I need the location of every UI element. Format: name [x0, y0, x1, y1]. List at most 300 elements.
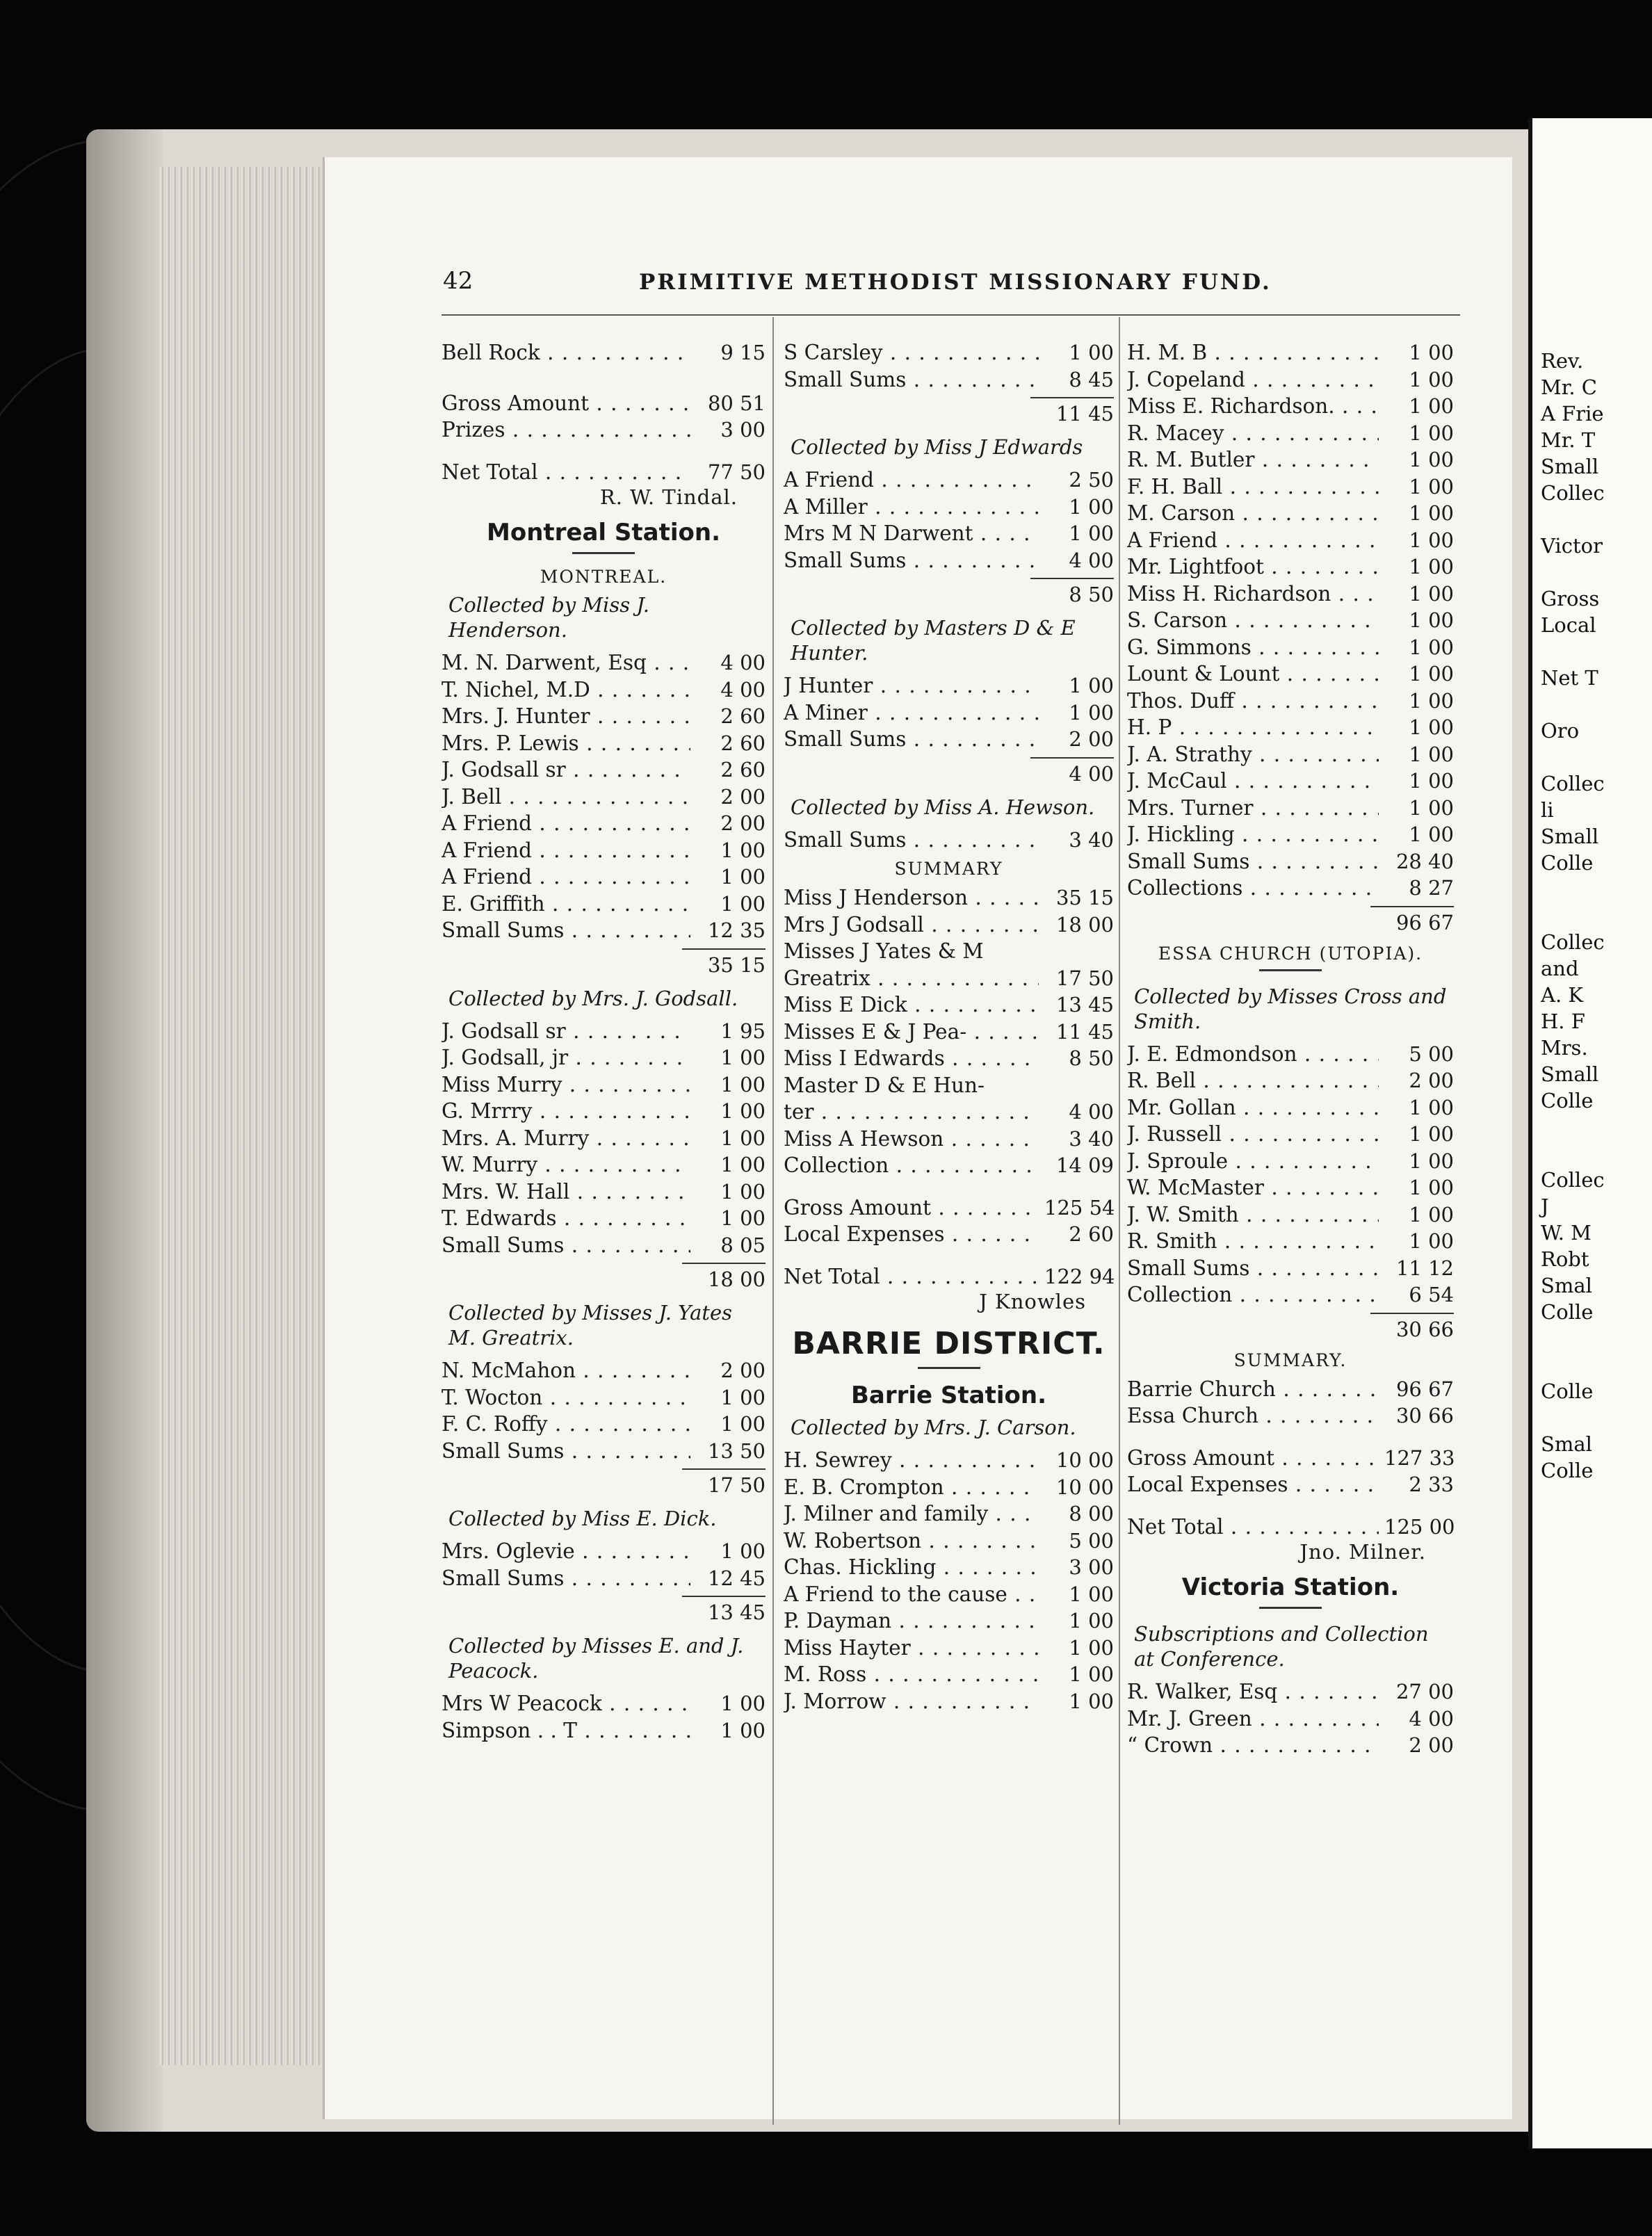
entry-amount: 3 00	[1039, 1554, 1114, 1581]
entry-name: A Friend . . .	[442, 810, 690, 837]
column-rule	[1119, 317, 1120, 2125]
column-1	[442, 339, 766, 1744]
entry-row	[1127, 1281, 1454, 1309]
entry-name: T. Nichel, M.D . . .	[442, 677, 690, 704]
facing-page-line: A Frie	[1541, 402, 1604, 426]
entry-amount: 6 54	[1379, 1281, 1454, 1309]
district-title: BARRIE DISTRICT.	[792, 1326, 1106, 1361]
entry-row	[442, 1071, 766, 1099]
entry-row	[442, 1232, 766, 1259]
subtotal: 17 50	[682, 1468, 766, 1500]
entry-name: Lount & Lount . . .	[1127, 661, 1379, 688]
facing-page-line: Smal	[1541, 1274, 1592, 1297]
entry-row	[442, 1178, 766, 1206]
entry-name: Mrs. J. Hunter . . .	[442, 703, 690, 730]
entry-name: F. C. Roffy . . .	[442, 1411, 690, 1438]
entry-row	[442, 1044, 766, 1071]
entry-amount: 1 00	[1379, 607, 1454, 634]
entry-name: J. Russell . . .	[1127, 1121, 1379, 1148]
entry-name: Simpson . . T . . .	[442, 1717, 690, 1744]
facing-page-line: Colle	[1541, 1459, 1594, 1482]
entry-amount: 8 00	[1039, 1500, 1114, 1528]
entry-name: W. Murry . . .	[442, 1151, 690, 1178]
entry-amount: 3 40	[1039, 827, 1114, 854]
entry-amount: 2 60	[690, 756, 766, 784]
church-heading: ESSA CHURCH (UTOPIA).	[1158, 943, 1423, 964]
entry-name: H. P . . .	[1127, 714, 1379, 741]
gross-row: Gross Amount . . . 125 54	[784, 1194, 1114, 1222]
entry-amount: 96 67	[1379, 1376, 1454, 1403]
entry-amount: 10 00	[1039, 1474, 1114, 1501]
entry-name: Mrs M N Darwent . . .	[784, 520, 1039, 547]
divider	[572, 552, 635, 554]
entry-row	[784, 1581, 1114, 1608]
entry-name: Miss A Hewson . . .	[784, 1126, 1039, 1153]
entry-amount: 1 00	[690, 1690, 766, 1717]
subtotal: 8 50	[1030, 578, 1114, 610]
entry-row	[784, 1500, 1114, 1528]
entry-row	[1127, 500, 1454, 527]
entry-row	[784, 1045, 1114, 1072]
entry-row: Bell Rock . . . 9 15	[442, 339, 766, 366]
entry-row	[442, 810, 766, 837]
entry-amount: 4 00	[1039, 1099, 1114, 1126]
entry-name: J Hunter . . .	[784, 672, 1039, 699]
entry-name: A Friend to the cause . . .	[784, 1581, 1039, 1608]
entry-name: Small Sums . . .	[1127, 1255, 1379, 1282]
entry-list	[1127, 1678, 1454, 1759]
entry-row	[1127, 688, 1454, 715]
entry-amount: 11 12	[1379, 1255, 1454, 1282]
entry-name: Mrs. Turner . . .	[1127, 795, 1379, 822]
entry-name: Misses E & J Pea- . . .	[784, 1019, 1039, 1046]
entry-amount: 1 00	[1379, 500, 1454, 527]
entry-amount: 2 60	[690, 730, 766, 757]
entry-row	[1127, 634, 1454, 661]
gross-row: Gross Amount . . . 80 51	[442, 390, 766, 417]
entry-amount: 1 00	[1379, 1148, 1454, 1175]
page-header	[443, 267, 1347, 302]
entry-row	[1127, 1174, 1454, 1201]
entry-row	[1127, 446, 1454, 473]
entry-name: A Miner . . .	[784, 699, 1039, 727]
entry-row	[442, 677, 766, 704]
column-3	[1127, 339, 1454, 1759]
entry-amount: 1 00	[1379, 553, 1454, 581]
entry-name: J. Morrow . . .	[784, 1688, 1039, 1715]
entry-name: J. Godsall sr . . .	[442, 1018, 690, 1045]
prizes-row: Prizes . . . 3 00	[442, 416, 766, 444]
summary-heading: SUMMARY.	[1233, 1350, 1347, 1370]
entry-name: Collections . . .	[1127, 875, 1379, 902]
entry-amount: 2 00	[1039, 726, 1114, 753]
entry-name: “ Crown . . .	[1127, 1732, 1379, 1759]
facing-page-line	[1532, 902, 1652, 929]
entry-name: Miss E. Richardson. . . .	[1127, 393, 1379, 420]
entry-row	[784, 494, 1114, 521]
entry-amount: 1 00	[690, 1411, 766, 1438]
entry-name: J. Godsall, jr . . .	[442, 1044, 690, 1071]
facing-page-line: and	[1541, 957, 1579, 980]
column-2	[784, 339, 1114, 1715]
entry-row	[784, 1661, 1114, 1688]
entry-amount: 12 35	[690, 917, 766, 944]
entry-name: J. A. Strathy . . .	[1127, 741, 1379, 768]
entry-name: G. Simmons . . .	[1127, 634, 1379, 661]
entry-row	[1127, 1732, 1454, 1759]
entry-row	[1127, 714, 1454, 741]
entry-list	[784, 1447, 1114, 1715]
entry-amount: 1 00	[1379, 339, 1454, 366]
collector-heading: Collected by Misses E. and J. Peacock.	[448, 1634, 744, 1683]
entry-name: J. McCaul . . .	[1127, 768, 1379, 795]
entry-name: P. Dayman . . .	[784, 1607, 1039, 1635]
entry-row	[784, 1607, 1114, 1635]
entry-amount: 1 95	[690, 1018, 766, 1045]
entry-amount: 4 00	[1039, 547, 1114, 574]
entry-amount: 1 00	[690, 1125, 766, 1152]
entry-name: J. Godsall sr . . .	[442, 756, 690, 784]
facing-page-line	[1532, 1352, 1652, 1378]
entry-name: Greatrix . . .	[784, 965, 1039, 992]
entry-row	[1127, 366, 1454, 394]
entry-name: S Carsley . . .	[784, 339, 1039, 366]
entry-amount: 1 00	[690, 1044, 766, 1071]
facing-page-line: Collec	[1541, 930, 1605, 954]
facing-page-line	[1532, 506, 1652, 533]
gross-row: Gross Amount . . . 127 33	[1127, 1445, 1454, 1472]
net-total-row: Net Total . . . 77 50	[442, 459, 766, 486]
entry-row	[442, 1205, 766, 1232]
entry-row	[784, 672, 1114, 699]
entry-amount: 10 00	[1039, 1447, 1114, 1474]
entry-row	[442, 1151, 766, 1178]
entry-amount: 5 00	[1039, 1528, 1114, 1555]
entry-list	[784, 827, 1114, 854]
page-number: 42	[443, 267, 473, 295]
entry-amount: 30 66	[1379, 1402, 1454, 1429]
entry-amount: 1 00	[690, 1178, 766, 1206]
entry-row	[1127, 1402, 1454, 1429]
entry-name: E. Griffith . . .	[442, 891, 690, 918]
facing-page-line: J	[1541, 1194, 1549, 1218]
net-total-row: Net Total . . . 122 94	[784, 1263, 1114, 1290]
entry-amount: 1 00	[1379, 661, 1454, 688]
collector-heading: Collected by Masters D & E Hunter.	[791, 616, 1076, 665]
entry-row	[784, 520, 1114, 547]
entry-name: M. N. Darwent, Esq . . .	[442, 649, 690, 677]
entry-name: Mr. J. Green . . .	[1127, 1706, 1379, 1733]
facing-page-line: Small	[1541, 455, 1599, 478]
entry-name: Collection . . .	[1127, 1281, 1379, 1309]
entry-list	[784, 467, 1114, 574]
subtotal: 11 45	[1030, 397, 1114, 429]
entry-row	[784, 1126, 1114, 1153]
facing-page-line	[1532, 559, 1652, 585]
entry-name: M. Ross . . .	[784, 1661, 1039, 1688]
entry-name: Small Sums . . .	[784, 366, 1039, 394]
entry-amount: 1 00	[1379, 473, 1454, 501]
entry-name: Chas. Hickling . . .	[784, 1554, 1039, 1581]
entry-amount: 1 00	[690, 1071, 766, 1099]
entry-amount: 35 15	[1039, 884, 1114, 912]
facing-page-line: Mr. T	[1541, 428, 1596, 452]
local-expenses-row: Local Expenses . . . 2 33	[1127, 1471, 1454, 1498]
entry-row	[442, 1411, 766, 1438]
subtotal: 18 00	[682, 1263, 766, 1295]
entry-name: G. Mrrry . . .	[442, 1098, 690, 1125]
signature: Jno. Milner.	[1299, 1540, 1426, 1564]
entry-name: Small Sums . . .	[1127, 848, 1379, 875]
entry-row	[784, 547, 1114, 574]
entry-name: Small Sums . . .	[784, 726, 1039, 753]
entry-amount: 13 45	[1039, 991, 1114, 1019]
entry-amount: 1 00	[1379, 1174, 1454, 1201]
entry-name: Mrs. P. Lewis . . .	[442, 730, 690, 757]
entry-row	[784, 1072, 1114, 1099]
entry-row	[442, 1384, 766, 1411]
entry-name: S. Carson . . .	[1127, 607, 1379, 634]
entry-row	[442, 1098, 766, 1125]
entry-row	[784, 827, 1114, 854]
entry-row	[442, 730, 766, 757]
entry-name: Barrie Church . . .	[1127, 1376, 1379, 1403]
entry-row	[442, 756, 766, 784]
facing-page-line: Collec	[1541, 481, 1605, 505]
entry-list	[784, 339, 1114, 393]
entry-name: N. McMahon . . .	[442, 1357, 690, 1384]
facing-page-line: Collec	[1541, 772, 1605, 795]
entry-amount: 1 00	[690, 1538, 766, 1565]
entry-row	[1127, 741, 1454, 768]
entry-row	[442, 1125, 766, 1152]
facing-page-line: Victor	[1541, 534, 1603, 558]
facing-page-line	[1532, 1114, 1652, 1140]
subtotal: 96 67	[1370, 906, 1454, 938]
entry-amount: 1 00	[690, 1717, 766, 1744]
entry-amount: 2 00	[690, 1357, 766, 1384]
entry-row	[1127, 1201, 1454, 1229]
entry-row	[1127, 581, 1454, 608]
entry-amount: 2 00	[1379, 1067, 1454, 1094]
entry-amount: 1 00	[1039, 1688, 1114, 1715]
facing-page-line: Colle	[1541, 1300, 1594, 1324]
entry-row	[1127, 553, 1454, 581]
subtotal: 4 00	[1030, 757, 1114, 789]
collector-heading: Subscriptions and Collection at Conference.	[1134, 1622, 1429, 1671]
entry-amount: 2 00	[690, 810, 766, 837]
entry-name: R. M. Butler . . .	[1127, 446, 1379, 473]
entry-name: Mrs W Peacock . . .	[442, 1690, 690, 1717]
collector-heading: Collected by Miss J. Henderson.	[448, 593, 649, 642]
entry-amount: 5 00	[1379, 1041, 1454, 1068]
entry-row	[442, 917, 766, 944]
entry-row	[442, 891, 766, 918]
entry-row	[442, 1357, 766, 1384]
entry-row	[784, 912, 1114, 939]
entry-name: Small Sums . . .	[442, 1232, 690, 1259]
entry-amount: 1 00	[1379, 420, 1454, 447]
signature: R. W. Tindal.	[599, 485, 738, 509]
facing-page-line: Colle	[1541, 851, 1594, 875]
entry-name: J. W. Smith . . .	[1127, 1201, 1379, 1229]
facing-page-line: Robt	[1541, 1247, 1589, 1271]
facing-page-line: Colle	[1541, 1379, 1594, 1403]
facing-page-line: Smal	[1541, 1432, 1592, 1456]
entry-row	[442, 1565, 766, 1592]
entry-name: Miss E Dick . . .	[784, 991, 1039, 1019]
entry-name: Small Sums . . .	[784, 827, 1039, 854]
entry-list	[442, 1690, 766, 1744]
facing-page-line: Oro	[1541, 719, 1580, 743]
entry-list	[442, 1018, 766, 1259]
entry-amount: 1 00	[1379, 1228, 1454, 1255]
subtotal: 35 15	[682, 948, 766, 980]
entry-amount: 1 00	[1379, 366, 1454, 394]
entry-amount: 1 00	[1039, 339, 1114, 366]
entry-amount: 8 45	[1039, 366, 1114, 394]
book-spine	[86, 129, 163, 2132]
entry-row	[784, 938, 1114, 965]
entry-amount: 1 00	[1379, 393, 1454, 420]
entry-name: R. Bell . . .	[1127, 1067, 1379, 1094]
entry-list	[442, 1357, 766, 1464]
entry-amount: 1 00	[690, 864, 766, 891]
facing-page-line	[1532, 1404, 1652, 1431]
facing-page-line: Net T	[1541, 666, 1598, 690]
entry-row	[442, 1438, 766, 1465]
entry-name: R. Smith . . .	[1127, 1228, 1379, 1255]
divider	[1259, 1607, 1322, 1609]
entry-amount: 1 00	[1379, 795, 1454, 822]
entry-amount: 8 50	[1039, 1045, 1114, 1072]
entry-amount: 2 50	[1039, 467, 1114, 494]
entry-name: J. E. Edmondson . . .	[1127, 1041, 1379, 1068]
entry-amount: 1 00	[1379, 821, 1454, 848]
entry-name: R. Macey . . .	[1127, 420, 1379, 447]
facing-page-line: A. K	[1541, 983, 1584, 1007]
entry-row	[784, 991, 1114, 1019]
facing-page-line: Small	[1541, 1062, 1599, 1086]
entry-name: Mr. Lightfoot . . .	[1127, 553, 1379, 581]
entry-row	[784, 965, 1114, 992]
entry-row	[784, 1635, 1114, 1662]
entry-name: J. Hickling . . .	[1127, 821, 1379, 848]
entry-row	[1127, 1041, 1454, 1068]
summary-list	[1127, 1376, 1454, 1429]
entry-name: A Friend . . .	[442, 837, 690, 864]
entry-name: Thos. Duff . . .	[1127, 688, 1379, 715]
entry-row	[784, 1152, 1114, 1179]
entry-amount: 1 00	[1039, 494, 1114, 521]
entry-row	[442, 649, 766, 677]
entry-row	[784, 1688, 1114, 1715]
entry-amount: 1 00	[1039, 1661, 1114, 1688]
entry-row	[1127, 1121, 1454, 1148]
entry-row	[442, 864, 766, 891]
entry-name: H. Sewrey . . .	[784, 1447, 1039, 1474]
facing-page-line: W. M	[1541, 1221, 1592, 1245]
entry-row	[442, 1717, 766, 1744]
entry-amount: 1 00	[1039, 699, 1114, 727]
collector-heading: Collected by Misses Cross and Smith.	[1134, 984, 1447, 1033]
entry-amount: 2 00	[690, 784, 766, 811]
entry-amount: 13 50	[690, 1438, 766, 1465]
entry-row	[784, 884, 1114, 912]
divider	[1259, 969, 1322, 971]
entry-row	[442, 1538, 766, 1565]
entry-row	[1127, 1067, 1454, 1094]
entry-amount: 1 00	[1039, 520, 1114, 547]
summary-heading: SUMMARY	[894, 859, 1003, 879]
entry-name: Miss Hayter . . .	[784, 1635, 1039, 1662]
entry-row	[1127, 1706, 1454, 1733]
entry-name: Mrs. A. Murry . . .	[442, 1125, 690, 1152]
entry-amount: 28 40	[1379, 848, 1454, 875]
collector-heading: Collected by Mrs. J. Carson.	[791, 1416, 1076, 1439]
entry-name: ter . . .	[784, 1099, 1039, 1126]
entry-row	[1127, 473, 1454, 501]
entry-name: J. Bell . . .	[442, 784, 690, 811]
collector-heading: Collected by Misses J. Yates M. Greatrix.	[448, 1301, 733, 1350]
entry-row	[1127, 821, 1454, 848]
facing-page-line: Local	[1541, 613, 1596, 637]
entry-name: E. B. Crompton . . .	[784, 1474, 1039, 1501]
facing-page-line: Rev.	[1541, 349, 1584, 373]
entry-amount: 1 00	[1379, 688, 1454, 715]
facing-page-line	[1532, 691, 1652, 718]
entry-name: Mrs. W. Hall . . .	[442, 1178, 690, 1206]
entry-name: T. Edwards . . .	[442, 1205, 690, 1232]
entry-amount: 14 09	[1039, 1152, 1114, 1179]
entry-amount: 1 00	[690, 837, 766, 864]
entry-name: F. H. Ball . . .	[1127, 473, 1379, 501]
entry-amount: 4 00	[690, 677, 766, 704]
entry-name: Miss J Henderson . . .	[784, 884, 1039, 912]
entry-name: Mrs. Oglevie . . .	[442, 1538, 690, 1565]
entry-row	[1127, 875, 1454, 902]
entry-amount: 18 00	[1039, 912, 1114, 939]
header-rule	[442, 314, 1460, 316]
entry-list	[784, 672, 1114, 753]
entry-amount: 1 00	[1379, 1094, 1454, 1121]
collector-heading: Collected by Miss J Edwards	[791, 435, 1083, 459]
entry-amount: 2 00	[1379, 1732, 1454, 1759]
entry-name: R. Walker, Esq . . .	[1127, 1678, 1379, 1706]
running-title: PRIMITIVE METHODIST MISSIONARY FUND.	[639, 270, 1272, 295]
entry-amount: 1 00	[690, 1384, 766, 1411]
entry-amount: 1 00	[690, 1098, 766, 1125]
entry-list	[1127, 339, 1454, 902]
entry-amount: 1 00	[1039, 1635, 1114, 1662]
facing-page-line	[1532, 1140, 1652, 1167]
entry-amount: 1 00	[1379, 768, 1454, 795]
subtotal: 30 66	[1370, 1313, 1454, 1345]
entry-amount: 1 00	[690, 1205, 766, 1232]
entry-amount: 1 00	[1379, 446, 1454, 473]
entry-name: A Miller . . .	[784, 494, 1039, 521]
entry-row	[1127, 527, 1454, 554]
entry-row	[1127, 1094, 1454, 1121]
entry-row	[1127, 848, 1454, 875]
entry-row	[442, 1690, 766, 1717]
entry-row	[1127, 661, 1454, 688]
entry-row	[442, 837, 766, 864]
collector-heading: Collected by Miss A. Hewson.	[791, 795, 1095, 819]
entry-row	[1127, 420, 1454, 447]
entry-name: Collection . . .	[784, 1152, 1039, 1179]
entry-name: Mr. Gollan . . .	[1127, 1094, 1379, 1121]
